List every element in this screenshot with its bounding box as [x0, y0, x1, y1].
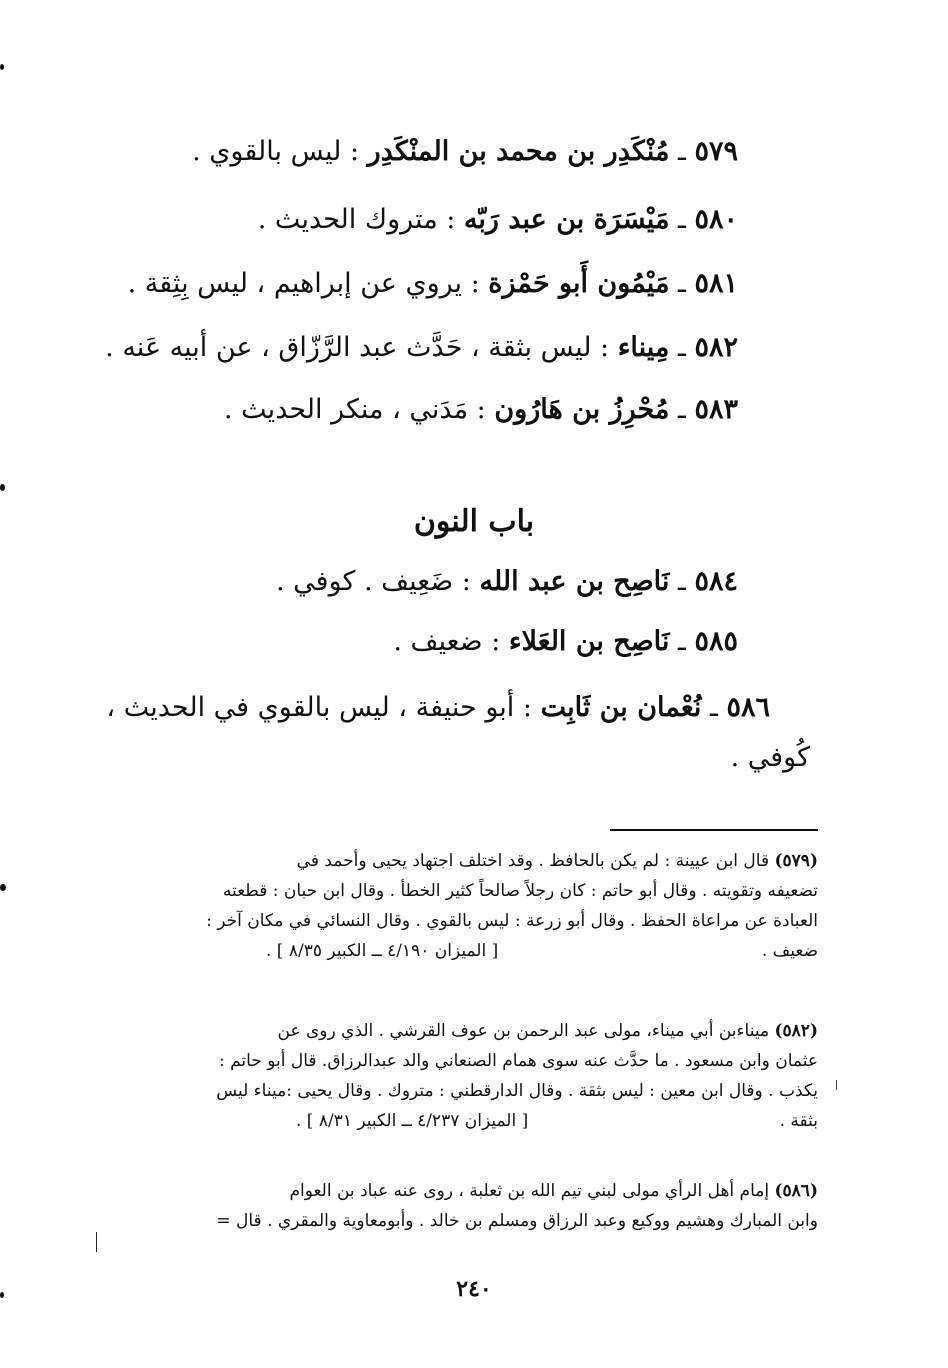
- footnote-line: وابن المبارك وهشيم ووكيع وعبد الرزاق ومسلم بن خالد . وأبومعاوية والمقري . قال =: [216, 1211, 818, 1231]
- entry-text: مَدَني ، منكر الحديث .: [224, 394, 469, 425]
- entry-name: نَاصِح بن عبد الله: [479, 566, 670, 597]
- scan-mark: [0, 64, 4, 70]
- entry-number: ٥٨٣: [694, 394, 738, 425]
- page-number: ٢٤٠: [456, 1276, 492, 1302]
- footnote-582: [116, 1016, 818, 1136]
- footnote-line: (٥٧٩) قال ابن عيينة : لم يكن بالحافظ . وقد اختلف اجتهاد يحيى وأحمد في: [296, 851, 818, 871]
- section-heading: باب النون: [413, 504, 535, 539]
- entry-number: ٥٨١: [694, 268, 738, 299]
- scan-mark: [0, 484, 5, 491]
- footnote-number: (٥٧٩): [774, 851, 818, 871]
- entry-name: مَيْمُون أَبو حَمْزة: [488, 268, 670, 299]
- entry-585: ٥٨٥ ـ نَاصِح بن العَلاء : ضعيف .: [393, 626, 738, 657]
- footnote-number: (٥٨٢): [774, 1021, 818, 1041]
- footnote-separator: [610, 829, 818, 831]
- entry-text: أبو حنيفة ، ليس بالقوي في الحديث ،: [106, 692, 515, 723]
- footnote-579: [116, 846, 818, 966]
- footnote-line: ضعيف . [ الميزان ٤/١٩٠ ــ الكبير ٨/٣٥ ] .: [116, 936, 818, 966]
- entry-580: ٥٨٠ ـ مَيْسَرَة بن عبد رَبّه : متروك الحديث .: [257, 204, 738, 235]
- entry-text: متروك الحديث .: [257, 204, 438, 235]
- entry-number: ٥٨٥: [694, 626, 738, 657]
- footnote-line: عثمان وابن مسعود . ما حدَّث عنه سوى همام الصنعاني والد عبدالرزاق. قال أبو حاتم :: [218, 1051, 818, 1071]
- footnote-line: تضعيفه وتقويته . وقال أبو حاتم : كان رجلاً صالحاً كثير الخطأ . وقال ابن حبان : قطعته: [222, 881, 818, 901]
- entry-584: ٥٨٤ ـ نَاصِح بن عبد الله : ضَعِيف . كوفي .: [276, 566, 738, 597]
- footnote-line: يكذب . وقال ابن معين : ليس بثقة . وقال الدارقطني : متروك . وقال يحيى :ميناء ليس: [216, 1081, 818, 1101]
- entry-number: ٥٨٤: [694, 566, 738, 597]
- entry-586: ٥٨٦ ـ نُعْمان بن ثَابِت : أبو حنيفة ، ليس بالقوي في الحديث ،: [106, 692, 770, 723]
- entry-number: ٥٨٦: [726, 692, 770, 723]
- entry-583: ٥٨٣ ـ مُحْرِزُ بن هَارُون : مَدَني ، منكر الحديث .: [224, 394, 738, 425]
- entry-name: مِيناء: [617, 332, 670, 363]
- entry-number: ٥٨٢: [694, 332, 738, 363]
- scan-mark: [836, 1080, 837, 1090]
- entry-586-continuation: كُوفي .: [730, 742, 810, 773]
- footnote-reference: [ الميزان ٤/١٩٠ ــ الكبير ٨/٣٥ ] .: [266, 941, 499, 961]
- footnote-line: (٥٨٦) إمام أهل الرأي مولى لبني تيم الله بن ثعلبة ، روى عنه عباد بن العوام: [289, 1181, 818, 1201]
- footnote-reference: [ الميزان ٤/٢٣٧ ــ الكبير ٨/٣١ ] .: [296, 1111, 529, 1131]
- entry-579: ٥٧٩ ـ مُنْكَدِر بن محمد بن المنْكَدِر : ليس بالقوي .: [192, 136, 738, 167]
- scan-mark: [96, 1232, 97, 1252]
- entry-582: ٥٨٢ ـ مِيناء : ليس بثقة ، حَدَّث عبد الرَّزّاق ، عن أبيه عَنه .: [105, 332, 738, 363]
- footnote-586: [116, 1176, 818, 1236]
- entry-text: ليس بالقوي .: [192, 136, 342, 167]
- entry-name: مُنْكَدِر بن محمد بن المنْكَدِر: [367, 136, 670, 167]
- entry-name: مَيْسَرَة بن عبد رَبّه: [463, 204, 670, 235]
- scan-mark: [0, 884, 6, 891]
- entry-text: ليس بثقة ، حَدَّث عبد الرَّزّاق ، عن أبيه عَنه .: [105, 332, 592, 363]
- entry-number: ٥٧٩: [694, 136, 738, 167]
- entry-text: يروي عن إبراهيم ، ليس بِثِقة .: [127, 268, 463, 299]
- entry-581: ٥٨١ ـ مَيْمُون أَبو حَمْزة : يروي عن إبراهيم ، ليس بِثِقة .: [127, 268, 738, 299]
- footnote-line: بثقة . [ الميزان ٤/٢٣٧ ــ الكبير ٨/٣١ ] .: [116, 1106, 818, 1136]
- scan-mark: [0, 1292, 4, 1298]
- footnote-line: العبادة عن مراعاة الحفظ . وقال أبو زرعة : ليس بالقوي . وقال النسائي في مكان آخر :: [206, 911, 818, 931]
- entry-name: نَاصِح بن العَلاء: [508, 626, 670, 657]
- entry-name: مُحْرِزُ بن هَارُون: [494, 394, 670, 425]
- entry-text: ضَعِيف . كوفي .: [276, 566, 454, 597]
- entry-number: ٥٨٠: [694, 204, 738, 235]
- footnote-line: (٥٨٢) ميناءبن أبي ميناء، مولى عبد الرحمن بن عوف القرشي . الذي روى عن: [277, 1021, 818, 1041]
- footnote-number: (٥٨٦): [774, 1181, 818, 1201]
- entry-name: نُعْمان بن ثَابِت: [540, 692, 702, 723]
- entry-text: ضعيف .: [393, 626, 483, 657]
